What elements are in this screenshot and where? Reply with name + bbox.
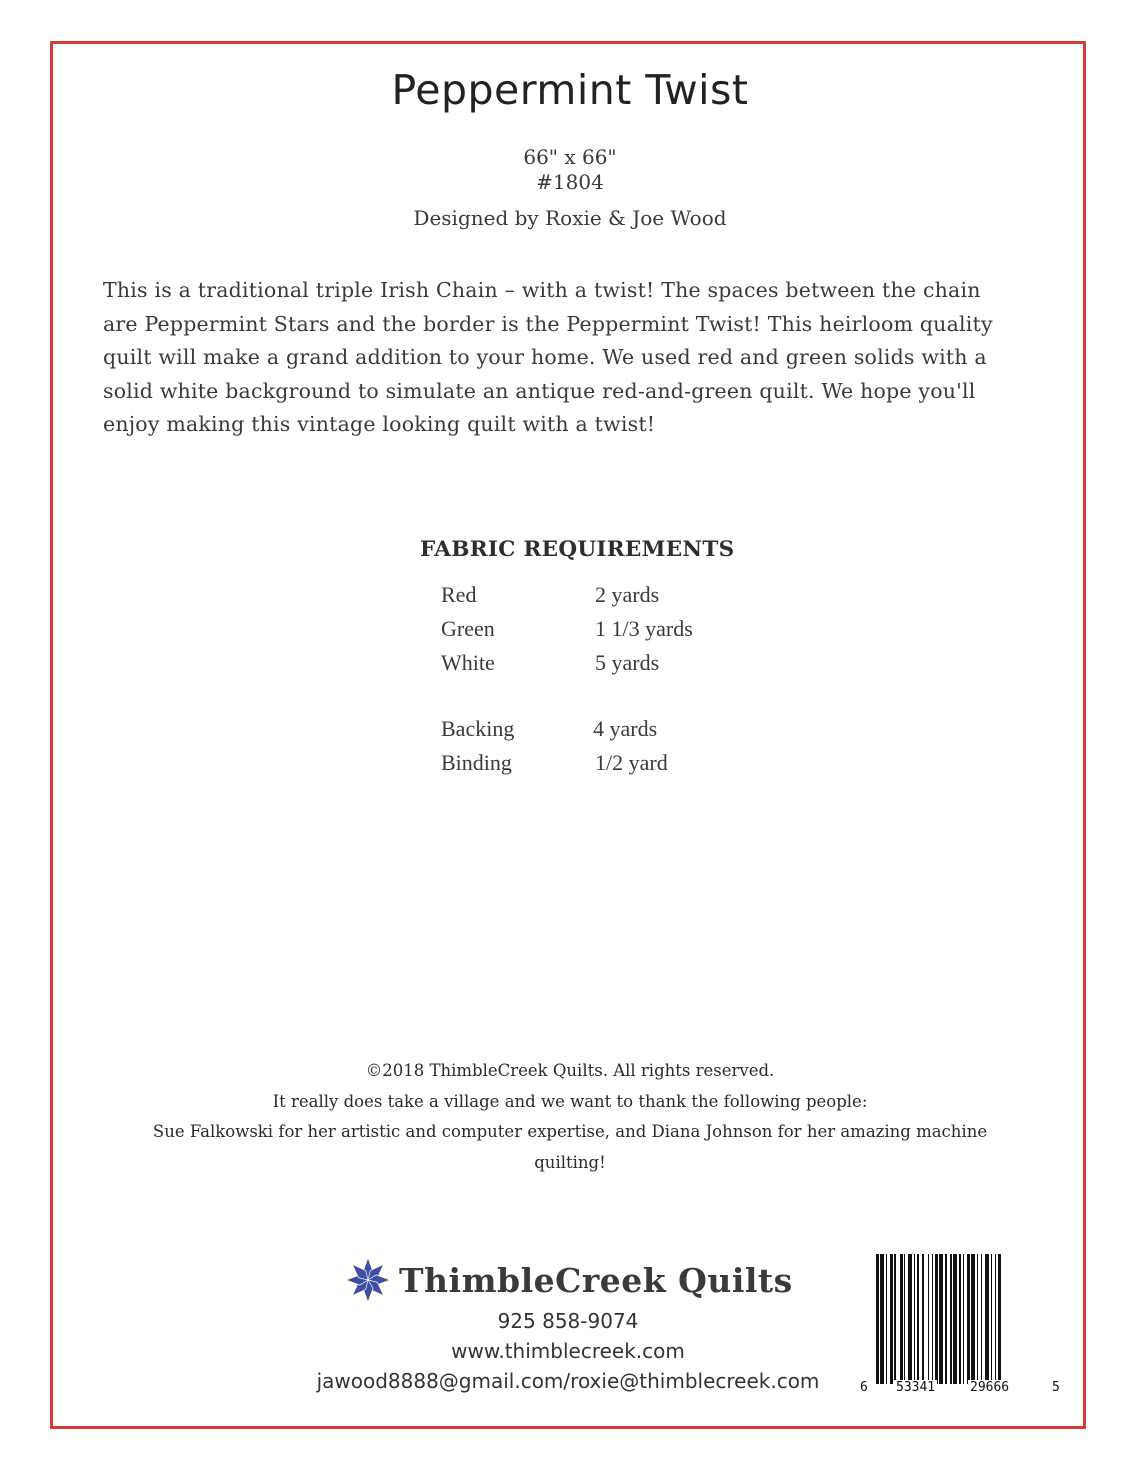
barcode-bar [880,1254,884,1384]
phone-number: 925 858-9074 [497,1309,639,1333]
fabric-amount: 1 1/3 yards [595,616,693,641]
fabric-requirements-heading: FABRIC REQUIREMENTS [420,537,735,562]
barcode-bar [971,1254,975,1384]
barcode-right-group: 29666 [970,1380,1010,1395]
fabric-amount: 4 yards [593,716,658,741]
barcode-bar [914,1254,915,1384]
credits [0,1056,1140,1178]
barcode-bar [928,1254,929,1384]
description-line: This is a traditional triple Irish Chain – with a twist! The spaces between the chain [103,278,981,302]
barcode-bar [904,1254,905,1384]
barcode-bar [932,1254,933,1384]
barcode-bar [959,1254,962,1384]
fabric-amount: 5 yards [595,650,660,675]
thanks-line: It really does take a village and we want to thank the following people: [272,1091,868,1111]
designer-credit: Designed by Roxie & Joe Wood [413,206,727,230]
fabric-name: Red [441,582,477,607]
barcode-bar [963,1254,964,1384]
fabric-name: Binding [441,750,512,775]
eight-point-star-icon [345,1257,391,1303]
barcode-bar [894,1254,895,1384]
thanks-line: quilting! [534,1152,606,1172]
barcode-bar [886,1254,887,1384]
fabric-amount: 1/2 yard [595,750,668,775]
barcode-bar [991,1254,992,1384]
barcode-bar [908,1254,912,1384]
quilt-size: 66" x 66" [523,145,617,169]
brand-name: ThimbleCreek Quilts [399,1260,793,1300]
barcode-left-group: 53341 [896,1380,936,1395]
copyright-line: ©2018 ThimbleCreek Quilts. All rights reserved. [365,1061,775,1080]
brand-logo [345,1255,793,1305]
thanks-line: Sue Falkowski for her artistic and computer expertise, and Diana Johnson for her amazing machine [152,1122,988,1141]
upc-barcode [858,1254,1063,1399]
description-line: enjoy making this vintage looking quilt with a twist! [103,412,656,437]
description-line: solid white background to simulate an antique red-and-green quilt. We hope you'll [103,378,976,403]
barcode-bar [985,1254,989,1384]
fabric-name: Green [441,616,495,641]
fabric-name: Backing [441,716,515,741]
barcode-check-digit: 5 [1052,1380,1060,1395]
barcode-first-digit: 6 [860,1380,868,1395]
fabric-amount: 2 yards [595,582,660,607]
website-link[interactable]: www.thimblecreek.com [451,1339,685,1363]
barcode-bar [876,1254,879,1384]
barcode-bar [998,1254,1001,1384]
barcode-bar [900,1254,903,1384]
barcode-bar [945,1254,948,1384]
barcode-bar [935,1254,938,1384]
barcode-bar [981,1254,982,1384]
description-line: are Peppermint Stars and the border is the Peppermint Twist! This heirloom quality [103,311,993,336]
page-border [50,41,1086,1429]
barcode-bar [950,1254,951,1384]
pattern-title: Peppermint Twist [391,66,749,114]
barcode-bar [953,1254,957,1384]
barcode-bar [967,1254,970,1384]
barcode-bar [922,1254,923,1384]
email-addresses[interactable]: jawood8888@gmail.com/roxie@thimblecreek.com [316,1369,820,1393]
pattern-number: #1804 [536,170,604,194]
barcode-bar [977,1254,978,1384]
barcode-bar [890,1254,893,1384]
barcode-bar [939,1254,943,1384]
barcode-bars [876,1254,1046,1384]
fabric-name: White [441,650,495,675]
description-line: quilt will make a grand addition to your home. We used red and green solids with a [103,345,987,370]
barcode-bar [995,1254,996,1384]
description [103,274,1038,442]
barcode-bar [917,1254,920,1384]
